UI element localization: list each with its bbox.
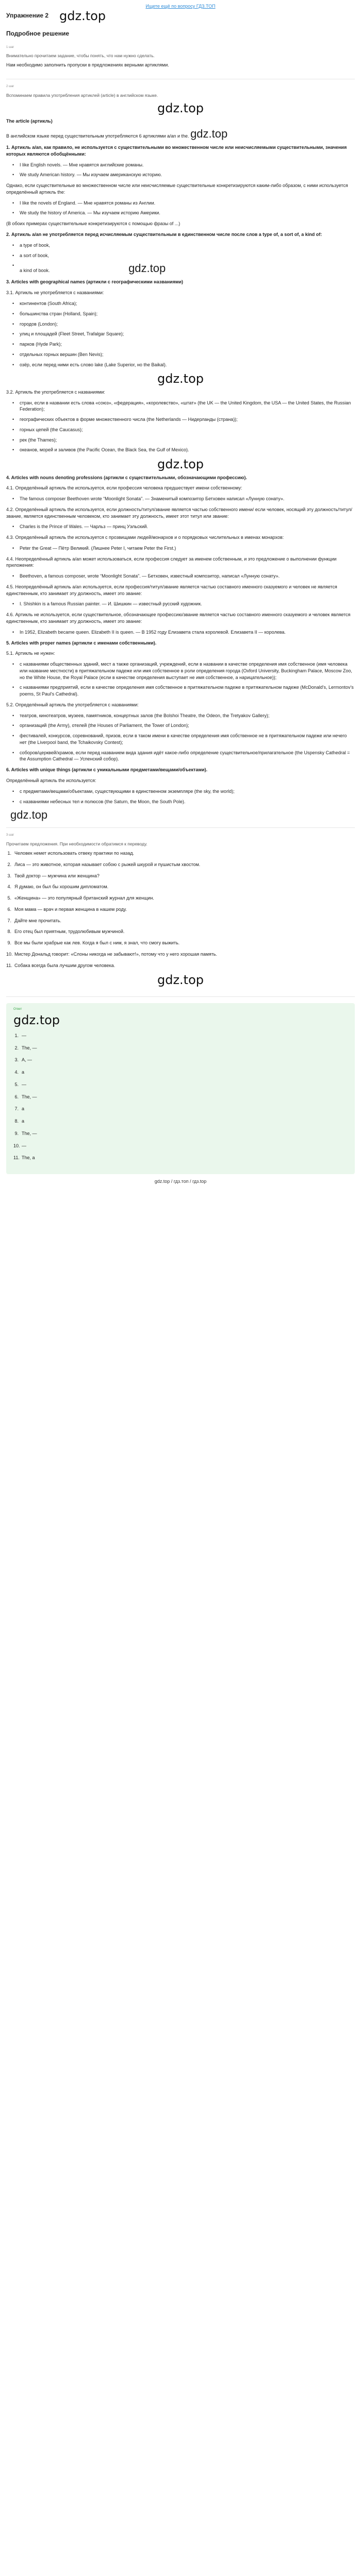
- list-item: 8. Его отец был приятным, трудолюбивым мужчиной.: [7, 929, 125, 935]
- list-item: 5. «Женщина» — это популярный британский журнал для женщин.: [7, 895, 154, 901]
- list-item: 11. Собака всегда была лучшим другом человека.: [6, 962, 116, 968]
- step-3: [6, 828, 355, 996]
- rule4-2: 4.2. Определённый артикль the используется, если должность/титул/звание является частью собственного имени/ если человек, носящий эту должность/титул/звание, является единственным человеком, кто занимает эту должность, имеет этот титул или звание:: [6, 506, 352, 519]
- rule2-heading: 2. Артикль a/an не употребляется перед исчисляемым существительным в единственном числе после слов a type of, a sort of, a kind of:: [6, 231, 322, 237]
- list-item: 1. Человек немет использовать отвеку практики по назад.: [7, 851, 134, 856]
- answer-item: 8. a: [14, 1118, 25, 1124]
- list-item: • We study American history. — Мы изучаем американскую историю.: [20, 172, 355, 178]
- step-2-label: 2 шаг: [6, 85, 14, 89]
- list-item: • The famous composer Beethoven wrote “Moonlight Sonata”. — Знаменитый композитор Бетховен написал «Лунную сонату».: [20, 496, 355, 502]
- rule5-heading: 5. Articles with proper names (артикли с именами собственными).: [6, 640, 157, 646]
- rule5-2-list: [6, 713, 355, 763]
- rule5-1-title: 5.1. Артикль не нужен:: [6, 651, 55, 656]
- rule4-6: 4.6. Артикль не используется, если существительное, обозначающее профессию/звание является частью составного именного сказуемого и человек является единственным, кто занимает эту должность, имеет это звание:: [6, 612, 351, 624]
- list-item: • a kind of book. gdz.top: [20, 262, 355, 275]
- list-item: • a type of book,: [20, 242, 355, 249]
- list-item: 7. Дайте мне прочитать.: [7, 918, 61, 923]
- rule3-2-title: 3.2. Артикль the употребляется с названиями:: [6, 389, 105, 395]
- rule3-heading: 3. Articles with geographical names (артикли с географическими названиями): [6, 279, 184, 285]
- rule4-6-example: [6, 629, 355, 636]
- rule1-paragraph-2: Однако, если существительные во множественном числе или неисчисляемые существительные конкретизируются каким-либо образом, с ними используется определённый артикль the:: [6, 183, 348, 195]
- step-2: [6, 79, 355, 828]
- page: [0, 0, 361, 1191]
- list-item: • Peter the Great — Пётр Великий. (Лишнее Peter I, читаем Peter the First.): [20, 545, 355, 552]
- answer-item: 3. A, —: [14, 1057, 32, 1063]
- rule4-4-example: [6, 573, 355, 580]
- rule3-1-list: [6, 300, 355, 368]
- rule4-2-example: [6, 523, 355, 530]
- list-item: • с названиями общественных зданий, мест а также организаций, учреждений, если в названии в качестве определения имя собственное (имя человека или название местности) в притяжательном падеже или имя собственное в роли определения города (Oxford University, Buckingham Palace, Moscow Zoo, но the White House, the Royal Palace (если в качестве определения выступает не имя собственное, а нарицательное));: [20, 661, 355, 681]
- list-item: 10. Мистер Дональд говорит: «Слоны никогда не забывают!», потому что у него хорошая память.: [6, 951, 217, 957]
- list-item: • I like English novels. — Мне нравятся английские романы.: [20, 162, 355, 168]
- step-3-note: Прочитаем предложения. При необходимости обратимся к переводу.: [6, 841, 147, 846]
- rule4-heading: 4. Articles with nouns denoting professions (артикли с существительными, обозначающими профессию).: [6, 474, 247, 480]
- step-1-label: 1 шаг: [6, 45, 14, 49]
- rule1-examples-a: [6, 162, 355, 179]
- list-item: • I like the novels of England. — Мне нравятся романы из Англии.: [20, 200, 355, 207]
- list-item: • рек (the Thames);: [20, 437, 355, 444]
- answer-item: 10. —: [13, 1143, 26, 1148]
- footer-watermark: gdz.top / гдз.топ / гдз.top: [154, 1179, 207, 1184]
- answer-item: 5. —: [14, 1081, 26, 1087]
- list-item: • организаций (the Army), отелей (the Houses of Parliament, the Tower of London);: [20, 722, 355, 729]
- list-item: • большинства стран (Holland, Spain);: [20, 311, 355, 317]
- solution-title: Подробное решение: [6, 29, 70, 37]
- rule3-2-list: [6, 400, 355, 454]
- rule1-heading: 1. Артикль a/an, как правило, не используется с существительными во множественном числе или неисчисляемыми существительными, значения которых являются обобщёнными:: [6, 145, 347, 157]
- watermark-rule3-2: gdz.top: [157, 457, 204, 472]
- step-1: [6, 43, 355, 79]
- answer-label: Ответ: [13, 1007, 22, 1011]
- watermark-rule3: gdz.top: [157, 371, 204, 386]
- list-item: • We study the history of America. — Мы изучаем историю Америки.: [20, 210, 355, 216]
- rule2-list: [6, 242, 355, 275]
- step-1-note: Внимательно прочитаем задание, чтобы понять, что нам нужно сделать.: [6, 53, 155, 59]
- rule4-4: 4.4. Неопределённый артикль a/an может использоваться, если профессия следует за именем собственным, и это предложение о выполнении функции приложения:: [6, 556, 337, 568]
- list-item: • Charles is the Prince of Wales. — Чарльз — принц Уэльский.: [20, 523, 355, 530]
- answer-item: 1. —: [14, 1032, 26, 1038]
- rule5-1-list: [6, 661, 355, 698]
- rule3-1-title: 3.1. Артикль не употребляется с названиями:: [6, 290, 104, 296]
- list-item: • океанов, морей и заливов (the Pacific Ocean, the Black Sea, the Gulf of Mexico).: [20, 447, 355, 453]
- list-item: • отдельных горных вершин (Ben Nevis);: [20, 351, 355, 358]
- answer-item: 9. The, —: [14, 1130, 37, 1136]
- answer-item: 4. a: [14, 1070, 25, 1075]
- rule4-1: 4.1. Определённый артикль the используется, если профессия человека предшествует имени собственному:: [6, 485, 242, 491]
- list-item: • с названиями предприятий, если в качестве определения имя собственное в притяжательном падеже в притяжательном падеже (McDonald's, Lermontov's poems, St Paul's Cathedral).: [20, 684, 355, 698]
- list-item: • I. Shishkin is a famous Russian painter. — И. Шишкин — известный русский художник.: [20, 601, 355, 607]
- rule4-5: 4.5. Неопределённый артикль a/an используется, если профессия/титул/звание является частью составного именного сказуемого и человек не является единственным, кто занимает эту должность, имеет это звание:: [6, 584, 337, 596]
- watermark-rule6: gdz.top: [10, 808, 48, 822]
- translations-list: [6, 850, 355, 969]
- answer-item: 6. The, —: [14, 1094, 37, 1099]
- list-item: 3. Твой доктор — мужчина или женщина?: [7, 873, 100, 878]
- list-item: • с названиями небесных тел и полюсов (the Saturn, the Moon, the South Pole).: [20, 799, 355, 805]
- rule1-intro: В английском языке перед существительным употребляются 6 артиклями a/an и the. gdz.top: [6, 127, 228, 140]
- rule6-intro: Определённый артикль the используется:: [6, 778, 96, 783]
- list-item: 6. Моя мама — врач и первая женщина в нашем роду.: [7, 906, 127, 912]
- watermark-answer: gdz.top: [13, 1013, 60, 1028]
- step-1-task: Нам необходимо заполнить пропуски в предложениях верными артиклями.: [6, 62, 169, 68]
- list-item: • парков (Hyde Park);: [20, 341, 355, 348]
- rule4-3-example: [6, 545, 355, 552]
- list-item: • географических объектов в форме множественного числа (the Netherlands — Нидерланды (страна));: [20, 416, 355, 423]
- list-item: • Beethoven, a famous composer, wrote “Moonlight Sonata”. — Бетховен, известный композитор, написал «Лунную сонату».: [20, 573, 355, 580]
- list-item: • соборов/церквей/храмов, если перед названием вида здания идёт какое-либо определение существительное/прилагательное (the Uspensky Cathedral = the Assumption Cathedral — Успенский собор).: [20, 750, 355, 763]
- rule4-1-example: [6, 496, 355, 502]
- exercise-title: Упражнение 2: [6, 11, 48, 19]
- list-item: • городов (London);: [20, 321, 355, 328]
- list-item: • фестивалей, конкурсов, соревнований, призов, если в таком имени в качестве определения имя собственное не в притяжательном падеже или нечего нет (the Liverpool band, the Tchaikovsky Contest);: [20, 733, 355, 746]
- list-item: • горных цепей (the Caucasus);: [20, 427, 355, 433]
- list-item: 4. Я думаю, он был бы хорошим дипломатом.: [7, 884, 109, 890]
- rule4-3: 4.3. Определённый артикль the используется с прозвищами людей/монархов и о порядковых числительных в именах монархов:: [6, 535, 284, 540]
- list-item: • с предметами/вещами/объектами, существующими в единственном экземпляре (the sky, the world);: [20, 788, 355, 795]
- rule1-paragraph-3: (В обоих примерах существительные конкретизируются с помощью фразы of ...): [6, 221, 180, 227]
- list-item: • a sort of book,: [20, 252, 355, 259]
- list-item: • театров, кинотеатров, музеев, памятников, концертных залов (the Bolshoi Theatre, the Odeon, the Tretyakov Gallery);: [20, 713, 355, 719]
- watermark-step2: gdz.top: [157, 100, 204, 115]
- list-item: 2. Лиса — это животное, которая называет собою с рыжей шкурой и пушистым хвостом.: [7, 861, 201, 867]
- answer-item: 11. The, a: [13, 1155, 35, 1161]
- theory-title: The article (артикль): [6, 118, 53, 124]
- list-item: • озёр, если перед ними есть слово lake (Lake Superior, но the Baikal).: [20, 362, 355, 368]
- rule6-heading: 6. Articles with unique things (артикли с уникальными предметами/вещами/объектами).: [6, 767, 208, 773]
- watermark-step3: gdz.top: [157, 973, 204, 988]
- watermark-header: gdz.top: [59, 9, 106, 23]
- rule6-list: [6, 788, 355, 805]
- answer-item: 7. a: [14, 1106, 25, 1112]
- watermark-inline: gdz.top: [190, 127, 228, 140]
- related-question-link[interactable]: Ищете ещё по вопросу ГДЗ.ТОП: [145, 4, 216, 9]
- list-item: 9. Все мы были храбрые как лев. Когда я был с ним, я знал, что смогу выжить.: [7, 940, 180, 946]
- watermark-inline: gdz.top: [128, 262, 166, 275]
- rule4-5-example: [6, 601, 355, 607]
- rule1-examples-b: [6, 200, 355, 217]
- list-item: • In 1952, Elizabeth became queen. Elizabeth II is queen. — В 1952 году Елизавета стала королевой. Елизавета II — королева.: [20, 629, 355, 636]
- rule5-2-title: 5.2. Определённый артикль the употребляется с названиями:: [6, 702, 139, 707]
- list-item: • улиц и площадей (Fleet Street, Trafalgar Square);: [20, 331, 355, 337]
- answer-item: 2. The, —: [14, 1045, 37, 1050]
- step-2-note: Вспоминаем правила употребления артиклей (article) в английском языке.: [6, 92, 158, 98]
- step-3-label: 3 шаг: [6, 834, 14, 837]
- list-item: • стран, если в названии есть слова «союз», «федерация», «королевство», «штат» (the UK — the United Kingdom, the USA — the United States, the Russian Federation);: [20, 400, 355, 413]
- list-item: • континентов (South Africa);: [20, 300, 355, 307]
- answer-box: [6, 1003, 355, 1174]
